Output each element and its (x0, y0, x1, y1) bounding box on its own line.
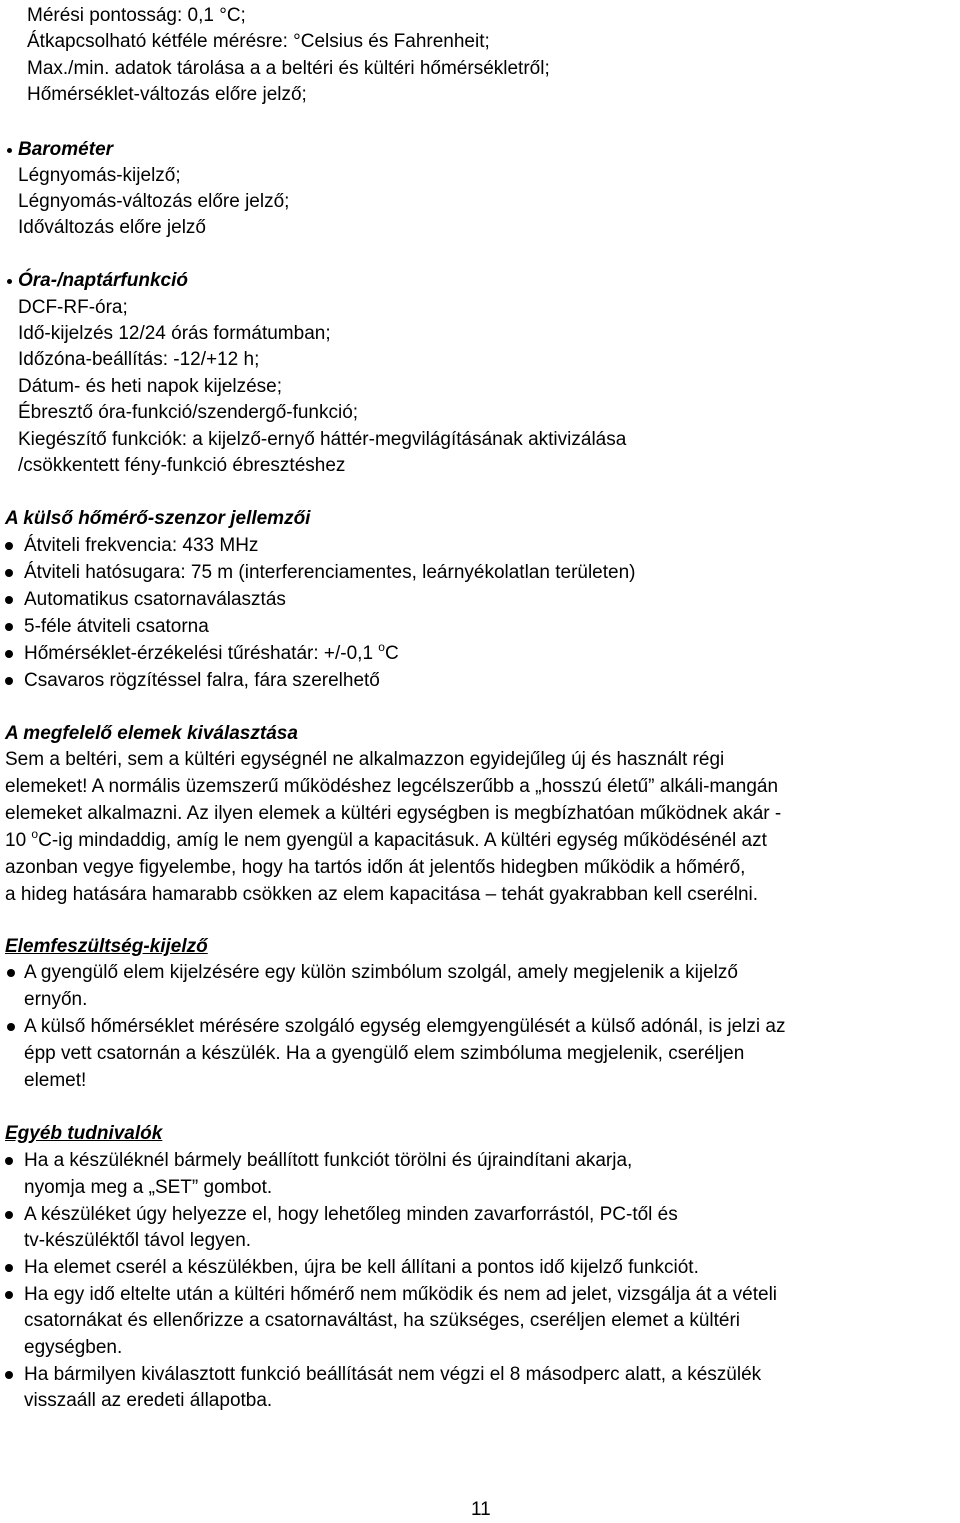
clock-line-5: Ébresztő óra-funkció/szendergő-funkció; (18, 402, 359, 423)
clock-line-7: /csökkentett fény-funkció ébresztéshez (18, 455, 346, 476)
tolerance-text: Hőmérséklet-érzékelési tűréshatár: +/-0,1 (24, 643, 374, 664)
other-item-2-line-2: tv-készüléktől távol legyen. (24, 1230, 252, 1251)
sensor-item-3: Automatikus csatornaválasztás (24, 589, 286, 610)
voltage-item-2-line-3: elemet! (24, 1070, 87, 1091)
barometer-title: Barométer (18, 139, 114, 160)
batteries-line-1: Sem a beltéri, sem a kültéri egységnél ne alkalmazzon egyidejűleg új és használt régi (5, 749, 725, 770)
clock-line-1: DCF-RF-óra; (18, 297, 128, 318)
sensor-item-2: Átviteli hatósugara: 75 m (interferenciamentes, leárnyékolatlan területen) (24, 562, 636, 583)
voltage-item-1-line-1: A gyengülő elem kijelzésére egy külön szimbólum szolgál, amely megjelenik a kijelző (24, 962, 738, 983)
voltage-item-1-line-2: ernyőn. (24, 989, 88, 1010)
other-item-1-line-1: Ha a készüléknél bármely beállított funkciót törölni és újraindítani akarja, (24, 1150, 633, 1171)
bullet (5, 1157, 13, 1165)
top-line-4: Hőmérséklet-változás előre jelző; (27, 84, 307, 105)
other-item-4-line-2: csatornákat és ellenőrizze a csatornaváltást, ha szükséges, cseréljen elemet a kültéri (24, 1310, 741, 1331)
sensor-item-6: Csavaros rögzítéssel falra, fára szerelhető (24, 670, 380, 691)
bullet (5, 596, 13, 604)
bullet (5, 1291, 13, 1299)
other-title: Egyéb tudnivalók (5, 1123, 163, 1144)
other-item-1-line-2: nyomja meg a „SET” gombot. (24, 1177, 273, 1198)
barometer-line-3: Időváltozás előre jelző (18, 217, 206, 238)
sensor-item-1: Átviteli frekvencia: 433 MHz (24, 535, 259, 556)
other-item-4-line-1: Ha egy idő eltelte után a kültéri hőmérő nem működik és nem ad jelet, vizsgálja át a vételi (24, 1284, 778, 1305)
tolerance-unit: C (384, 643, 399, 664)
other-item-5-line-1: Ha bármilyen kiválasztott funkció beállítását nem végzi el 8 másodperc alatt, a készülék (24, 1364, 762, 1385)
temp-value: 10 (5, 830, 27, 851)
bullet (5, 569, 13, 577)
batteries-line-4-text: -ig mindaddig, amíg le nem gyengül a kapacitásuk. A kültéri egység működésénél azt (51, 830, 767, 851)
clock-line-2: Idő-kijelzés 12/24 órás formátumban; (18, 323, 331, 344)
top-line-1: Mérési pontosság: 0,1 °C; (27, 5, 246, 26)
temp-unit: C (38, 830, 52, 851)
sensor-title: A külső hőmérő-szenzor jellemzői (5, 508, 311, 529)
page-number: 11 (471, 1499, 491, 1520)
sensor-item-4: 5-féle átviteli csatorna (24, 616, 209, 637)
bullet (7, 279, 12, 284)
bullet (5, 1211, 13, 1219)
degree-sup: o (31, 827, 39, 841)
other-item-3-line-1: Ha elemet cserél a készülékben, újra be kell állítani a pontos idő kijelző funkciót. (24, 1257, 699, 1278)
bullet (7, 148, 12, 153)
barometer-line-2: Légnyomás-változás előre jelző; (18, 191, 290, 212)
bullet (5, 677, 13, 685)
voltage-item-2-line-2: épp vett csatornán a készülék. Ha a gyengülő elem szimbóluma megjelenik, cseréljen (24, 1043, 745, 1064)
clock-title: Óra-/naptárfunkció (18, 270, 188, 291)
bullet (5, 1264, 13, 1272)
batteries-title: A megfelelő elemek kiválasztása (5, 723, 298, 744)
bullet (5, 1371, 13, 1379)
batteries-line-3: elemeket alkalmazni. Az ilyen elemek a kültéri egységben is megbízhatóan működnek akár - (5, 803, 782, 824)
bullet (5, 650, 13, 658)
clock-line-4: Dátum- és heti napok kijelzése; (18, 376, 283, 397)
bullet (7, 969, 15, 977)
other-item-4-line-3: egységben. (24, 1337, 123, 1358)
sensor-item-5 (24, 641, 399, 667)
barometer-line-1: Légnyomás-kijelző; (18, 165, 181, 186)
voltage-item-2-line-1: A külső hőmérséklet mérésére szolgáló egység elemgyengülését a külső adónál, is jelzi az (24, 1016, 786, 1037)
batteries-line-5: azonban vegye figyelembe, hogy ha tartós időn át jelentős hidegben működik a hőmérő, (5, 857, 746, 878)
degree-sup: o (378, 640, 385, 654)
other-item-5-line-2: visszaáll az eredeti állapotba. (24, 1390, 273, 1411)
batteries-line-4 (5, 828, 767, 854)
batteries-line-6: a hideg hatására hamarabb csökken az elem kapacitása – tehát gyakrabban kell cserélni. (5, 884, 759, 905)
clock-line-3: Időzóna-beállítás: -12/+12 h; (18, 349, 260, 370)
other-item-2-line-1: A készüléket úgy helyezze el, hogy lehetőleg minden zavarforrástól, PC-től és (24, 1204, 678, 1225)
bullet (7, 1023, 15, 1031)
voltage-title: Elemfeszültség-kijelző (5, 936, 208, 957)
batteries-line-2: elemeket! A normális üzemszerű működéshez legcélszerűbb a „hosszú életű” alkáli-mangán (5, 776, 779, 797)
top-line-2: Átkapcsolható kétféle mérésre: °Celsius és Fahrenheit; (27, 31, 490, 52)
bullet (5, 623, 13, 631)
bullet (5, 542, 13, 550)
top-line-3: Max./min. adatok tárolása a a beltéri és kültéri hőmérsékletről; (27, 58, 550, 79)
clock-line-6: Kiegészítő funkciók: a kijelző-ernyő háttér-megvilágításának aktivizálása (18, 429, 627, 450)
